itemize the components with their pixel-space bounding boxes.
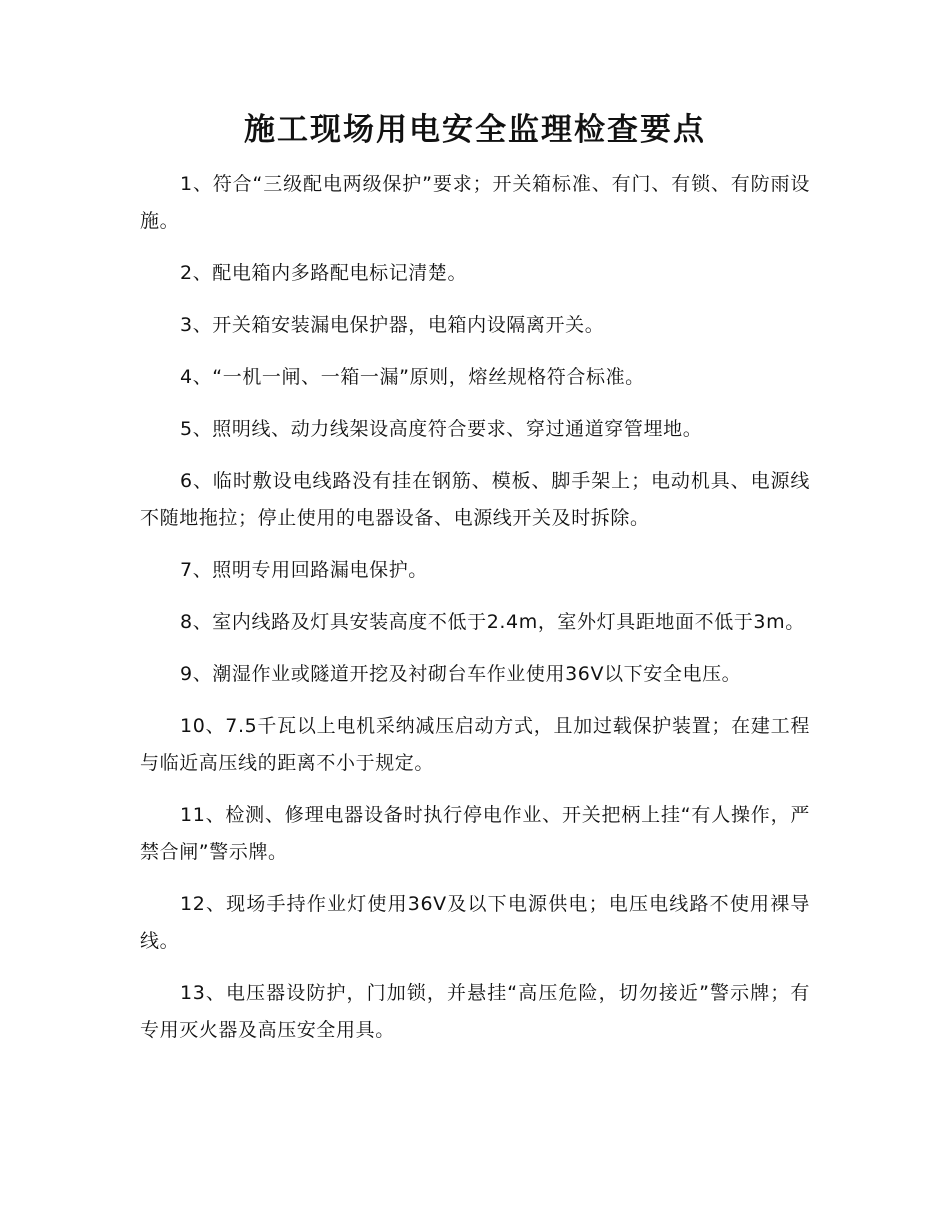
checklist-item-1: 1、符合“三级配电两级保护”要求；开关箱标准、有门、有锁、有防雨设施。	[140, 173, 810, 232]
checklist-item-4: 4、“一机一闸、一箱一漏”原则，熔丝规格符合标准。	[180, 366, 645, 388]
checklist-item-9: 9、潮湿作业或隧道开挖及衬砌台车作业使用36V以下安全电压。	[180, 663, 742, 685]
document-body	[140, 166, 810, 1064]
checklist-item-2: 2、配电箱内多路配电标记清楚。	[180, 262, 468, 284]
checklist-item-3: 3、开关箱安装漏电保护器，电箱内设隔离开关。	[180, 314, 605, 336]
checklist-item-8: 8、室内线路及灯具安装高度不低于2.4m，室外灯具距地面不低于3m。	[180, 611, 805, 633]
checklist-item-13: 13、电压器设防护，门加锁，并悬挂“高压危险，切勿接近”警示牌；有专用灭火器及高压安全用具。	[140, 982, 810, 1041]
checklist-item-10: 10、7.5千瓦以上电机采纳减压启动方式，且加过载保护装置；在建工程与临近高压线的距离不小于规定。	[140, 715, 810, 774]
document-title: 施工现场用电安全监理检查要点	[244, 112, 706, 148]
checklist-item-11: 11、检测、修理电器设备时执行停电作业、开关把柄上挂“有人操作，严禁合闸”警示牌。	[140, 804, 810, 863]
checklist-item-6: 6、临时敷设电线路没有挂在钢筋、模板、脚手架上；电动机具、电源线不随地拖拉；停止使用的电器设备、电源线开关及时拆除。	[140, 470, 810, 529]
checklist-item-5: 5、照明线、动力线架设高度符合要求、穿过通道穿管埋地。	[180, 418, 703, 440]
checklist-item-12: 12、现场手持作业灯使用36V及以下电源供电；电压电线路不使用裸导线。	[140, 893, 810, 952]
checklist-item-7: 7、照明专用回路漏电保护。	[180, 559, 428, 581]
